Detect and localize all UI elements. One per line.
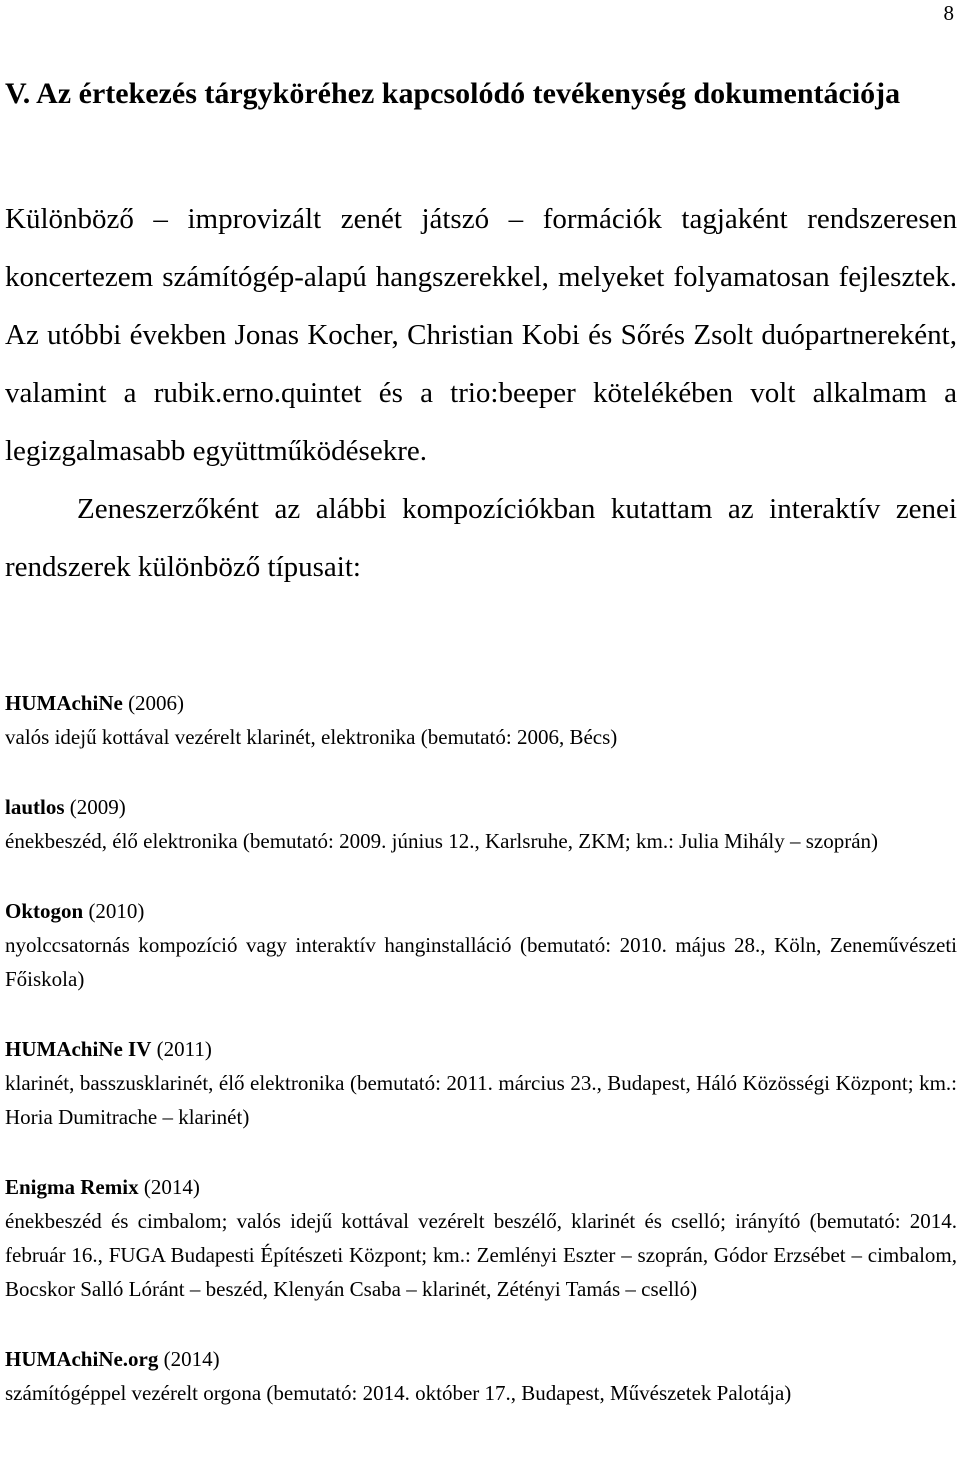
work-entry bbox=[5, 790, 957, 858]
work-description: nyolccsatornás kompozíció vagy interaktív hanginstalláció (bemutató: 2010. május 28., Köln, Zeneművészeti Főiskola) bbox=[5, 933, 957, 991]
section-heading: V. Az értekezés tárgyköréhez kapcsolódó tevékenység dokumentációja bbox=[5, 77, 901, 110]
work-description: énekbeszéd és cimbalom; valós idejű kottával vezérelt beszélő, klarinét és cselló; irányító (bemutató: 2014. február 16., FUGA Budapesti Építészeti Központ; km.: Zemlényi Eszter – szoprán, Gódor Erzsébet – cimbalom, Bocskor Salló Lóránt – beszéd, Klenyán Csaba – klarinét, Zétényi Tamás – cselló) bbox=[5, 1209, 957, 1301]
page-number: 8 bbox=[943, 1, 954, 25]
work-year: (2014) bbox=[163, 1347, 220, 1371]
work-heading bbox=[5, 894, 957, 928]
work-heading bbox=[5, 1032, 957, 1066]
work-entry bbox=[5, 1342, 957, 1410]
work-entry bbox=[5, 686, 957, 754]
work-description: számítógéppel vezérelt orgona (bemutató: 2014. október 17., Budapest, Művészetek Palotája) bbox=[5, 1381, 792, 1405]
work-heading bbox=[5, 1170, 957, 1204]
work-heading bbox=[5, 686, 957, 720]
work-description: klarinét, basszusklarinét, élő elektronika (bemutató: 2011. március 23., Budapest, Háló Közösségi Központ; km.: Horia Dumitrache – klarinét) bbox=[5, 1071, 957, 1129]
work-title: lautlos bbox=[5, 795, 65, 819]
work-description: énekbeszéd, élő elektronika (bemutató: 2009. június 12., Karlsruhe, ZKM; km.: Julia Mihály – szoprán) bbox=[5, 829, 879, 853]
work-heading bbox=[5, 1342, 957, 1376]
work-entry bbox=[5, 1032, 957, 1134]
work-year: (2009) bbox=[69, 795, 126, 819]
work-description: valós idejű kottával vezérelt klarinét, elektronika (bemutató: 2006, Bécs) bbox=[5, 725, 618, 749]
intro-paragraph-composer: Zeneszerzőként az alábbi kompozíciókban kutattam az interaktív zenei rendszerek különböző típusait: bbox=[5, 493, 957, 583]
work-title: Enigma Remix bbox=[5, 1175, 139, 1199]
work-year: (2014) bbox=[143, 1175, 200, 1199]
work-title: HUMAchiNe bbox=[5, 691, 123, 715]
works-list bbox=[5, 686, 957, 1446]
work-entry bbox=[5, 894, 957, 996]
work-entry bbox=[5, 1170, 957, 1306]
work-year: (2010) bbox=[88, 899, 145, 923]
work-title: HUMAchiNe IV bbox=[5, 1037, 152, 1061]
work-year: (2011) bbox=[156, 1037, 212, 1061]
work-title: Oktogon bbox=[5, 899, 84, 923]
intro-text bbox=[5, 190, 957, 596]
work-year: (2006) bbox=[128, 691, 185, 715]
intro-paragraph: Különböző – improvizált zenét játszó – formációk tagjaként rendszeresen koncertezem számítógép-alapú hangszerekkel, melyeket folyamatosan fejlesztek. Az utóbbi években Jonas Kocher, Christian Kobi és Sőrés Zsolt duópartnereként, valamint a rubik.erno.quintet és a trio:beeper kötelékében volt alkalmam a legizgalmasabb együttműködésekre. bbox=[5, 203, 957, 467]
work-title: HUMAchiNe.org bbox=[5, 1347, 159, 1371]
work-heading bbox=[5, 790, 957, 824]
